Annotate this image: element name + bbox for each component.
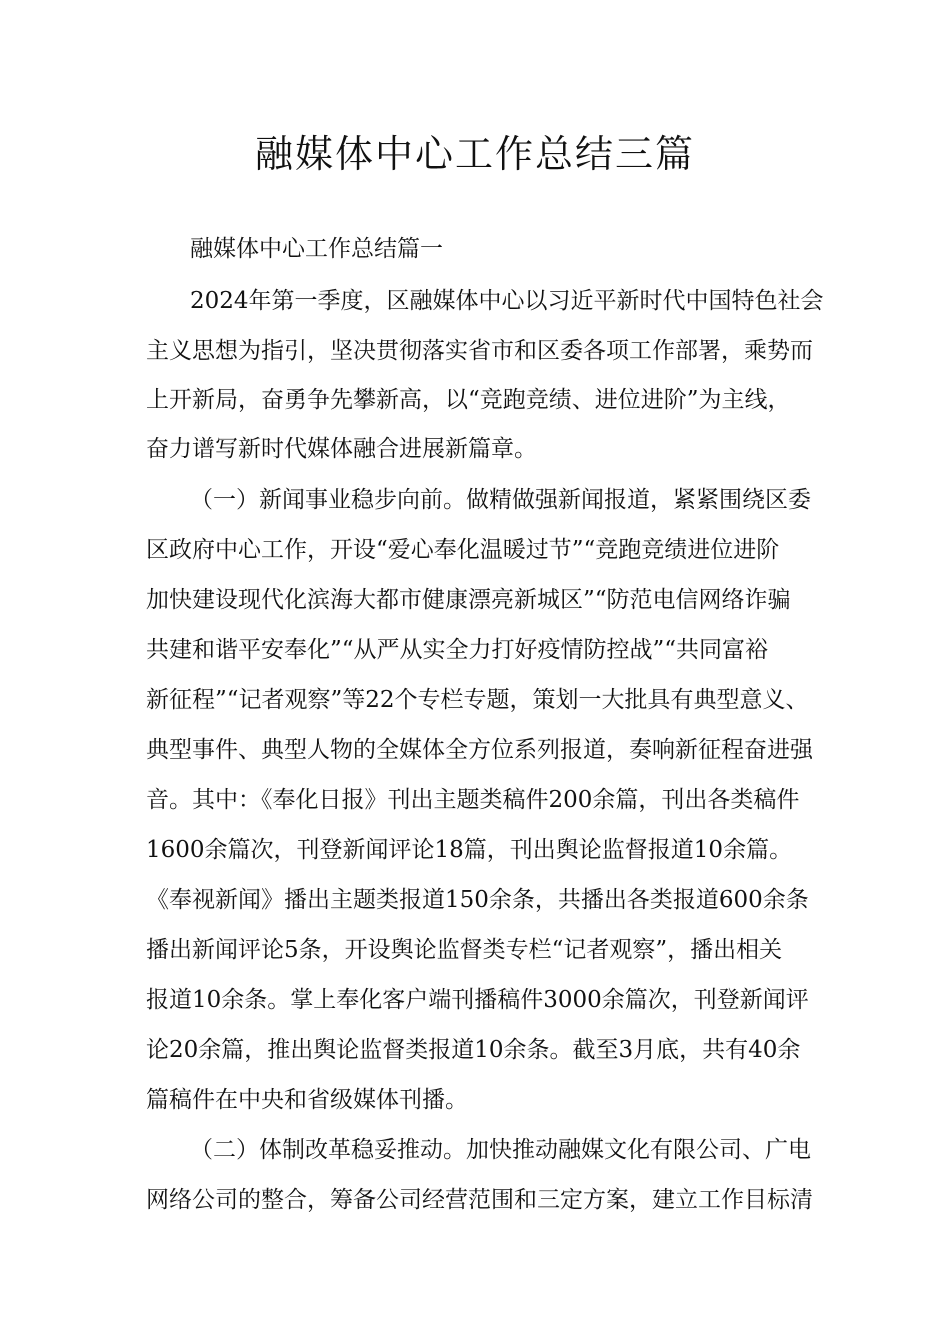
paragraph-2-line-5: 新征程”“记者观察”等22个专栏专题，策划一大批具有典型意义、 <box>146 687 809 713</box>
paragraph-2-line-10: 播出新闻评论5条，开设舆论监督类专栏“记者观察”，播出相关 <box>146 937 783 963</box>
paragraph-2-line-6: 典型事件、典型人物的全媒体全方位系列报道，奏响新征程奋进强 <box>146 737 813 763</box>
paragraph-2-line-9: 《奉视新闻》播出主题类报道150余条，共播出各类报道600余条 <box>146 887 809 913</box>
paragraph-1-line-2: 主义思想为指引，坚决贯彻落实省市和区委各项工作部署，乘势而 <box>146 338 813 364</box>
paragraph-2-line-8: 1600余篇次，刊登新闻评论18篇，刊出舆论监督报道10余篇。 <box>146 837 793 863</box>
section-heading: 融媒体中心工作总结篇一 <box>190 236 443 262</box>
paragraph-1-line-1: 2024年第一季度，区融媒体中心以习近平新时代中国特色社会 <box>190 288 824 314</box>
paragraph-3-line-2: 网络公司的整合，筹备公司经营范围和三定方案，建立工作目标清 <box>146 1187 813 1213</box>
paragraph-1-line-3: 上开新局，奋勇争先攀新高，以“竞跑竞绩、进位进阶”为主线， <box>146 387 791 413</box>
paragraph-3-line-1: （二）体制改革稳妥推动。加快推动融媒文化有限公司、广电 <box>190 1137 811 1163</box>
paragraph-2-line-11: 报道10余条。掌上奉化客户端刊播稿件3000余篇次，刊登新闻评 <box>146 987 809 1013</box>
paragraph-2-line-7: 音。其中：《奉化日报》刊出主题类稿件200余篇，刊出各类稿件 <box>146 787 800 813</box>
paragraph-2-line-12: 论20余篇，推出舆论监督类报道10余条。截至3月底，共有40余 <box>146 1037 801 1063</box>
paragraph-2-line-4: 共建和谐平安奉化”“从严从实全力打好疫情防控战”“共同富裕 <box>146 637 769 663</box>
paragraph-2-line-1: （一）新闻事业稳步向前。做精做强新闻报道，紧紧围绕区委 <box>190 487 811 513</box>
document-title: 融媒体中心工作总结三篇 <box>254 132 695 176</box>
paragraph-2-line-3: 加快建设现代化滨海大都市健康漂亮新城区”“防范电信网络诈骗 <box>146 587 791 613</box>
paragraph-1-line-4: 奋力谱写新时代媒体融合进展新篇章。 <box>146 436 537 462</box>
paragraph-2-line-2: 区政府中心工作，开设“爱心奉化温暖过节”“竞跑竞绩进位进阶 <box>146 537 780 563</box>
paragraph-2-line-13: 篇稿件在中央和省级媒体刊播。 <box>146 1087 468 1113</box>
